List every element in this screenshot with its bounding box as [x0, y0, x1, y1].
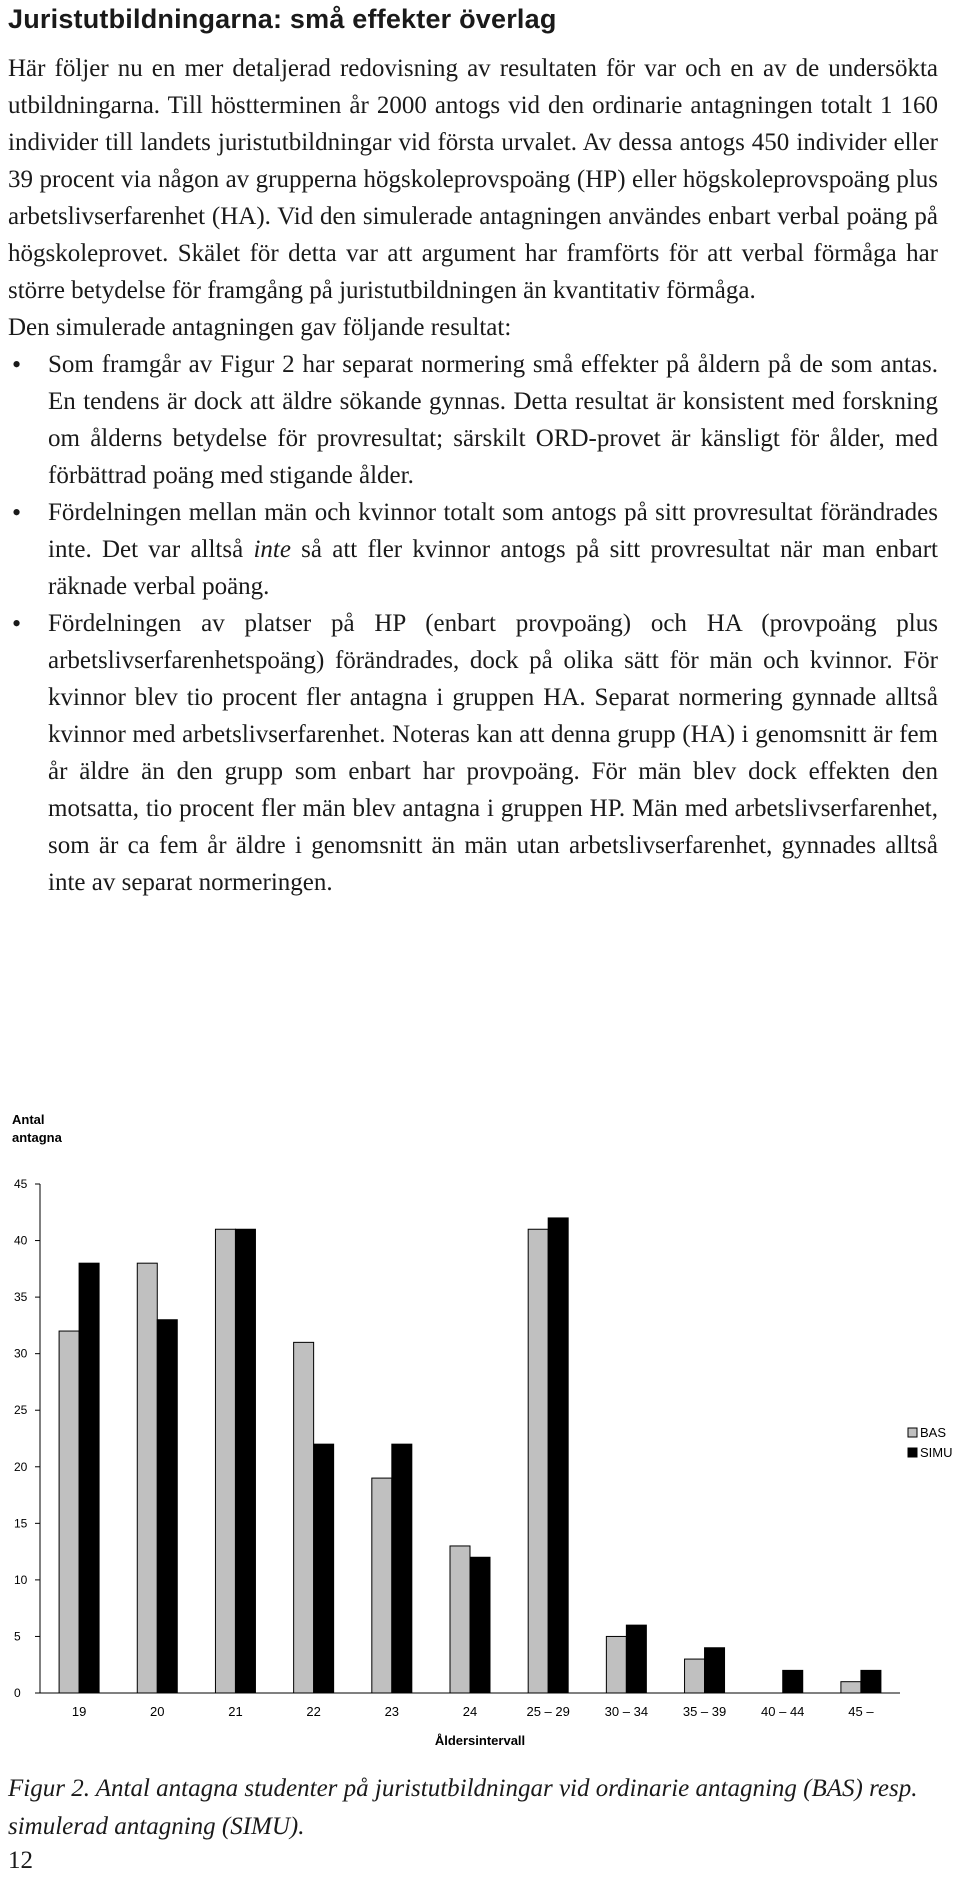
bullet-text: så att fler kvinnor antogs på sitt provresultat när man enbart räknade verbal poäng.: [48, 536, 939, 600]
legend-swatch: [908, 1428, 917, 1437]
body-text: [8, 50, 938, 901]
bar-simu: [626, 1625, 646, 1693]
y-tick-label: 5: [14, 1629, 21, 1644]
y-tick-label: 30: [14, 1346, 28, 1361]
x-tick-label: 25 – 29: [526, 1704, 570, 1719]
legend-label: BAS: [920, 1425, 947, 1440]
bar-simu: [392, 1444, 412, 1693]
result-bullet-gender: [8, 494, 938, 605]
result-bullet-age: • Som framgår av Figur 2 har separat normering små effekter på åldern på de som antas. En tendens är dock att äldre sökande gynnas. Detta resultat är konsistent med forskning om ålderns betydelse för provresultat; särskilt ORD-provet är känsligt för ålder, med förbättrad poäng med stigande ålder.: [8, 346, 938, 494]
bar-simu: [548, 1218, 568, 1693]
results-list: [8, 346, 938, 901]
y-tick-label: 20: [14, 1459, 28, 1474]
chart-svg: [0, 1110, 960, 1790]
bar-simu: [783, 1670, 803, 1693]
x-tick-label: 20: [150, 1704, 165, 1719]
bar-simu: [861, 1670, 881, 1693]
y-tick-label: 40: [14, 1233, 28, 1248]
bar-bas: [606, 1636, 626, 1693]
x-tick-label: 23: [384, 1704, 400, 1719]
x-tick-label: 24: [462, 1704, 478, 1719]
y-axis-title-line: Antal: [12, 1112, 45, 1127]
bar-bas: [59, 1331, 79, 1693]
x-tick-label: 21: [228, 1704, 243, 1719]
bar-bas: [372, 1478, 392, 1693]
bar-bas: [528, 1229, 548, 1693]
bullet-text: Fördelningen mellan män och kvinnor totalt som antogs på sitt provresultat förändrades inte. Det var alltså: [48, 499, 938, 563]
legend-swatch: [908, 1448, 917, 1457]
result-bullet-distribution: • Fördelningen av platser på HP (enbart provpoäng) och HA (provpoäng plus arbetslivserfarenhetspoäng) förändrades, dock på olika sätt för män och kvinnor. För kvinnor blev tio procent fler antagna i gruppen HA. Separat normering gynnade alltså kvinnor med arbetslivserfarenhet. Noteras kan att denna grupp (HA) i genomsnitt är fem år äldre än den grupp som enbart har provpoäng. För män blev dock effekten den motsatta, tio procent fler män blev antagna i gruppen HP. Män med arbetslivserfarenhet, som är ca fem år äldre i genomsnitt än män utan arbetslivserfarenhet, gynnades alltså inte av separat normeringen.: [8, 605, 938, 901]
bar-bas: [137, 1263, 157, 1693]
y-tick-label: 10: [14, 1572, 28, 1587]
bar-bas: [841, 1682, 861, 1693]
bar-simu: [157, 1320, 177, 1693]
y-tick-label: 25: [14, 1403, 28, 1418]
figure-caption: Figur 2. Antal antagna studenter på juristutbildningar vid ordinarie antagning (BAS) resp. simulerad antagning (SIMU).: [8, 1775, 918, 1840]
x-tick-label: 45 –: [848, 1704, 874, 1719]
y-tick-label: 35: [14, 1290, 28, 1305]
intro-paragraph: Här följer nu en mer detaljerad redovisning av resultaten för var och en av de undersökta utbildningarna. Till höstterminen år 2000 antogs vid den ordinarie antagningen totalt 1 160 individer till landets juristutbildningar vid första urvalet. Av dessa antogs 450 individer eller 39 procent via någon av grupperna högskoleprovspoäng (HP) eller högskoleprovspoäng plus arbetslivserfarenhet (HA). Vid den simulerade antagningen användes enbart verbal poäng på högskoleprovet. Skälet för detta var att argument har framförts för att verbal förmåga har större betydelse för framgång på juristutbildningen än kvantitativ förmåga.: [8, 55, 938, 304]
y-axis-title-line: antagna: [12, 1130, 62, 1145]
bar-bas: [215, 1229, 235, 1693]
bar-bas: [450, 1546, 470, 1693]
x-tick-label: 30 – 34: [604, 1704, 649, 1719]
bar-bas: [294, 1342, 314, 1693]
results-lead: Den simulerade antagningen gav följande resultat:: [8, 314, 512, 341]
x-tick-label: 35 – 39: [682, 1704, 727, 1719]
x-tick-label: 40 – 44: [761, 1704, 805, 1719]
x-tick-label: 19: [71, 1704, 87, 1719]
x-tick-label: 22: [306, 1704, 321, 1719]
bar-simu: [470, 1557, 490, 1693]
age-bar-chart: [0, 1110, 960, 1790]
section-heading: Juristutbildningarna: små effekter överlag: [8, 4, 557, 34]
y-tick-label: 15: [14, 1516, 28, 1531]
bar-simu: [79, 1263, 99, 1693]
y-tick-label: 0: [14, 1686, 21, 1700]
x-axis-title: Åldersintervall: [434, 1733, 526, 1748]
bar-bas: [685, 1659, 705, 1693]
bar-simu: [235, 1229, 255, 1693]
page-number: 12: [8, 1847, 33, 1874]
y-tick-label: 45: [14, 1177, 28, 1191]
bar-simu: [705, 1648, 725, 1693]
bar-simu: [314, 1444, 334, 1693]
legend-label: SIMU: [920, 1445, 953, 1460]
bullet-emphasis: inte: [253, 536, 291, 563]
